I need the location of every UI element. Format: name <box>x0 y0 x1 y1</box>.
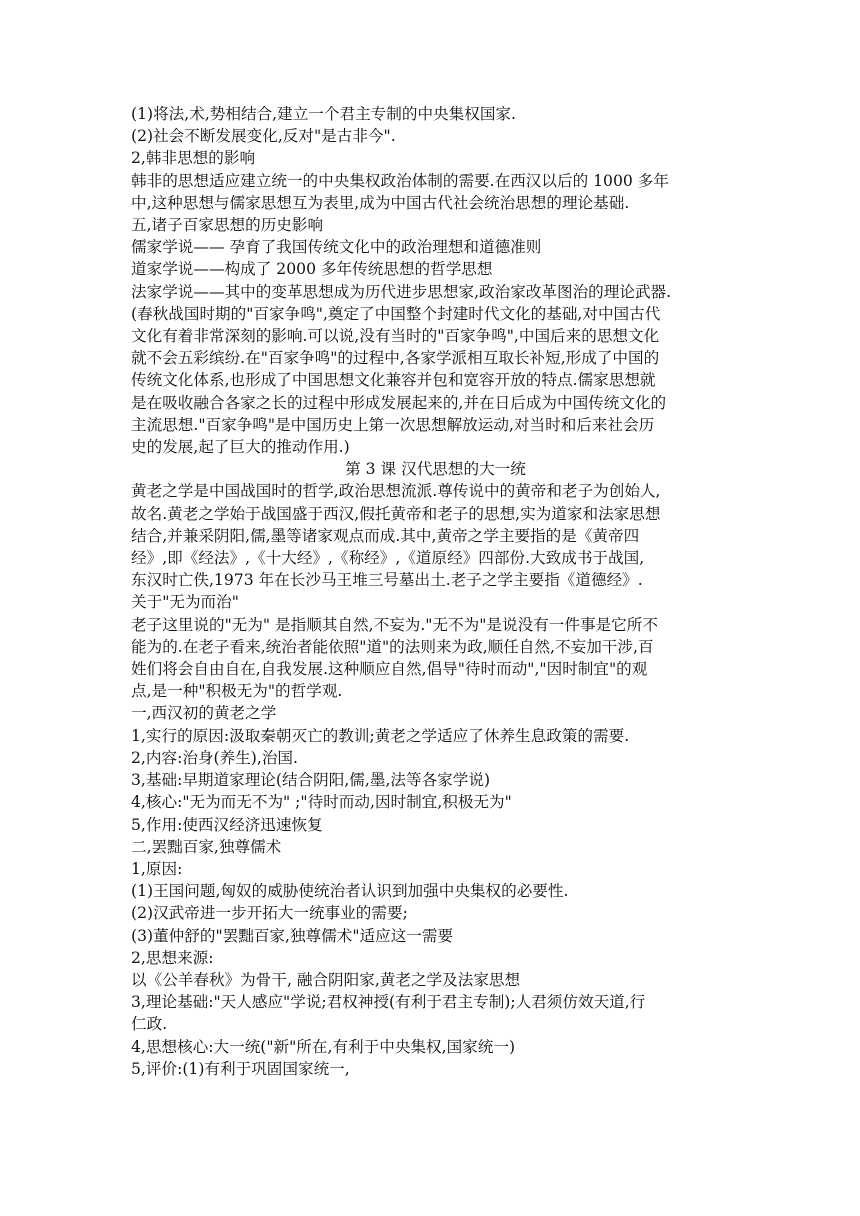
text-line: 点,是一种"积极无为"的哲学观. <box>131 682 343 701</box>
text-line: 4,思想核心:大一统("新"所在,有利于中央集权,国家统一) <box>131 1037 516 1056</box>
text-line: 是在吸收融合各家之长的过程中形成发展起来的,并在日后成为中国传统文化的 <box>131 393 667 412</box>
text-line: (3)董仲舒的"罢黜百家,独尊儒术"适应这一需要 <box>131 926 454 945</box>
text-line: 儒家学说—— 孕育了我国传统文化中的政治理想和道德准则 <box>131 238 542 257</box>
text-line: 2,思想来源: <box>131 948 214 967</box>
text-line: 能为的.在老子看来,统治者能依照"道"的法则来为政,顺任自然,不妄加干涉,百 <box>131 637 654 656</box>
text-line: 就不会五彩缤纷.在"百家争鸣"的过程中,各家学派相互取长补短,形成了中国的 <box>131 349 660 368</box>
text-line: (1)将法,术,势相结合,建立一个君主专制的中央集权国家. <box>131 105 516 123</box>
text-line: 5,作用:使西汉经济迅速恢复 <box>131 815 323 834</box>
text-line: 2,内容:治身(养生),治国. <box>131 748 298 767</box>
text-line: (春秋战国时期的"百家争鸣",奠定了中国整个封建时代文化的基础,对中国古代 <box>131 304 661 323</box>
text-line: 经》,即《经法》,《十大经》,《称经》,《道原经》四部份.大致成书于战国, <box>131 549 645 568</box>
section-heading: 二,罢黜百家,独尊儒术 <box>131 837 282 856</box>
text-line: 黄老之学是中国战国时的哲学,政治思想流派.尊传说中的黄帝和老子为创始人, <box>131 482 661 501</box>
text-line: 史的发展,起了巨大的推动作用.) <box>131 438 350 457</box>
text-line: 3,基础:早期道家理论(结合阴阳,儒,墨,法等各家学说) <box>131 771 491 790</box>
text-line: 4,核心:"无为而无不为" ;"待时而动,因时制宜,积极无为" <box>131 793 512 812</box>
section-heading: 关于"无为而治" <box>131 593 239 612</box>
text-line: 韩非的思想适应建立统一的中央集权政治体制的需要.在西汉以后的 1000 多年 <box>131 171 669 190</box>
text-line: 法家学说——其中的变革思想成为历代进步思想家,政治家改革图治的理论武器. <box>131 282 672 301</box>
text-line: (2)社会不断发展变化,反对"是古非今". <box>131 127 396 146</box>
section-heading: 一,西汉初的黄老之学 <box>131 704 277 723</box>
text-line: (2)汉武帝进一步开拓大一统事业的需要; <box>131 904 408 923</box>
text-line: 东汉时亡佚,1973 年在长沙马王堆三号墓出土.老子之学主要指《道德经》. <box>131 571 643 590</box>
text-line: 故名.黄老之学始于战国盛于西汉,假托黄帝和老子的思想,实为道家和法家思想 <box>131 504 661 523</box>
text-line: 仁政. <box>131 1015 168 1034</box>
section-heading: 五,诸子百家思想的历史影响 <box>131 216 324 235</box>
text-line: 道家学说——构成了 2000 多年传统思想的哲学思想 <box>131 260 493 279</box>
text-line: 传统文化体系,也形成了中国思想文化兼容并包和宽容开放的特点.儒家思想就 <box>131 371 656 390</box>
text-line: (1)王国问题,匈奴的威胁使统治者认识到加强中央集权的必要性. <box>131 882 569 901</box>
text-line: 中,这种思想与儒家思想互为表里,成为中国古代社会统治思想的理论基础. <box>131 193 630 212</box>
text-line: 1,实行的原因:汲取秦朝灭亡的教训;黄老之学适应了休养生息政策的需要. <box>131 726 630 745</box>
text-line: 主流思想."百家争鸣"是中国历史上第一次思想解放运动,对当时和后来社会历 <box>131 415 655 434</box>
text-line: 老子这里说的"无为" 是指顺其自然,不妄为."无不为"是说没有一件事是它所不 <box>131 615 658 634</box>
lesson-title: 第 3 课 汉代思想的大一统 <box>345 460 526 479</box>
text-line: 3,理论基础:"天人感应"学说;君权神授(有利于君主专制);人君须仿效天道,行 <box>131 993 646 1012</box>
section-heading: 2,韩非思想的影响 <box>131 149 256 168</box>
text-line: 文化有着非常深刻的影响.可以说,没有当时的"百家争鸣",中国后来的思想文化 <box>131 327 660 346</box>
text-line: 结合,并兼采阴阳,儒,墨等诸家观点而成.其中,黄帝之学主要指的是《黄帝四 <box>131 526 640 545</box>
text-line: 以《公羊春秋》为骨干, 融合阴阳家,黄老之学及法家思想 <box>131 970 521 989</box>
text-line: 姓们将会自由自在,自我发展.这种顺应自然,倡导"待时而动","因时制宜"的观 <box>131 660 648 679</box>
text-line: 1,原因: <box>131 859 183 878</box>
text-line: 5,评价:(1)有利于巩固国家统一, <box>131 1059 350 1078</box>
